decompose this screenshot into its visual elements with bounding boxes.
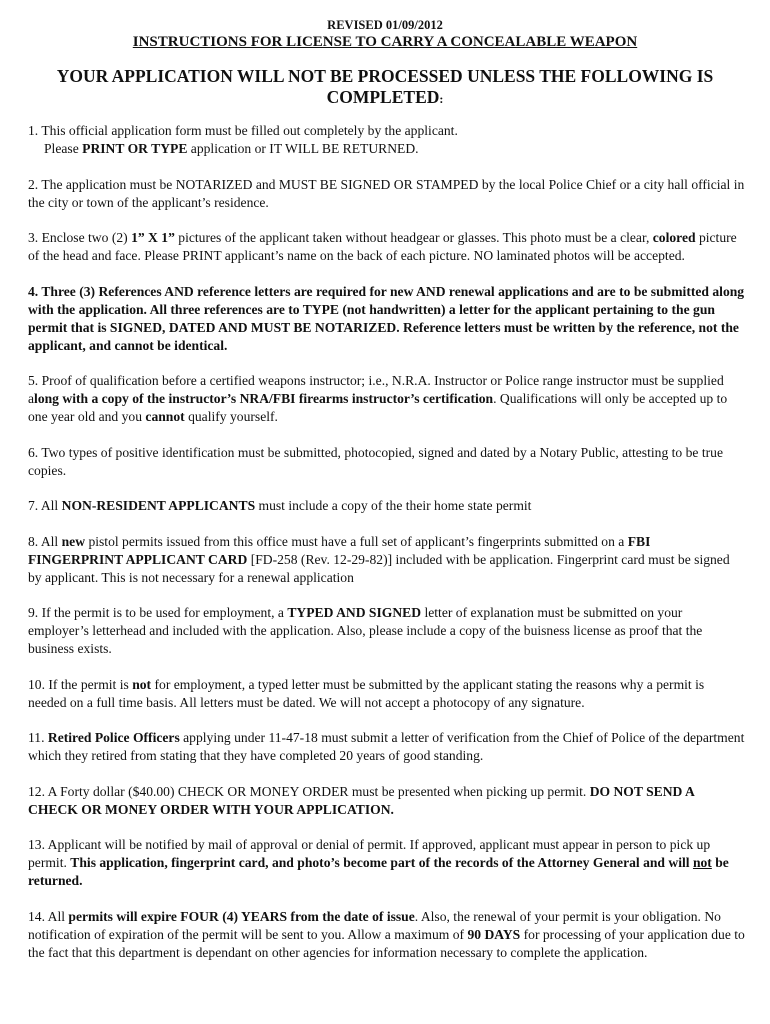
item-11-text-a: 11.	[28, 730, 48, 745]
item-5-certification: long with a copy of the instructor’s NRA/FBI firearms instructor’s certification	[34, 391, 494, 406]
item-3-text-a: 3. Enclose two (2)	[28, 230, 132, 245]
item-1-text: 1. This official application form must be filled out completely by the applicant.	[28, 123, 458, 138]
item-7-text-c: must include a copy of the their home state permit	[255, 498, 532, 513]
item-13-records-notice: This application, fingerprint card, and photo’s become part of the records of the Attorney General and will	[70, 855, 693, 870]
item-5-text-c: . Qualifications will only be accepted up to one year old and you	[28, 391, 728, 424]
item-1-text-b: Please	[44, 141, 83, 156]
warning-heading-colon: :	[439, 92, 444, 106]
item-8-new: new	[61, 533, 86, 549]
item-9-text-a: 9. If the permit is to be used for employment, a	[28, 605, 288, 620]
item-7-non-resident: NON-RESIDENT APPLICANTS	[61, 498, 256, 513]
item-9-typed-signed: TYPED AND SIGNED	[287, 605, 422, 620]
item-14-expiry: permits will expire FOUR (4) YEARS from the date of issue	[68, 908, 415, 924]
item-14-ninety-days: 90 DAYS	[467, 926, 521, 942]
warning-heading-text: YOUR APPLICATION WILL NOT BE PROCESSED UNLESS THE FOLLOWING IS COMPLETED	[56, 66, 714, 107]
item-11-text-c: applying under 11-47-18 must submit a letter of verification from the Chief of Police of the department which they retired from stating that they have completed 20 years of good standing.	[28, 730, 745, 763]
item-12-do-not-send: DO NOT SEND A CHECK OR MONEY ORDER WITH YOUR APPLICATION.	[28, 783, 695, 817]
instruction-list	[28, 122, 746, 979]
instruction-item-4	[28, 283, 746, 355]
item-3-text-c: pictures of the applicant taken without headgear or glasses. This photo must be a clear,	[174, 230, 653, 245]
instruction-item-13	[28, 836, 746, 890]
item-14-text-a: 14. All	[28, 908, 69, 924]
warning-heading	[30, 66, 740, 110]
item-14-text-c: . Also, the renewal of your permit is your obligation. No notification of expiration of the permit will be sent to you. Allow a maximum of	[28, 908, 721, 942]
item-8-text-c: pistol permits issued from this office must have a full set of applicant’s fingerprints submitted on a	[85, 533, 628, 549]
item-13-text-a: 13. Applicant will be notified by mail of approval or denial of permit. If approved, applicant must appear in person to pick up permit.	[28, 837, 711, 870]
item-11-retired-officers: Retired Police Officers	[47, 730, 180, 745]
item-2-text: 2. The application must be NOTARIZED and MUST BE SIGNED OR STAMPED by the local Police Chief or a city hall official in the city or town of the applicant’s residence.	[28, 176, 745, 210]
instruction-item-10	[28, 676, 746, 712]
item-13-not: not	[692, 855, 712, 870]
instruction-item-8	[28, 533, 746, 587]
item-8-text-e: [FD-258 (Rev. 12-29-82)] included with be application. Fingerprint card must be signed by applicant. This is not necessary for a renewal application	[28, 551, 730, 585]
instruction-item-3	[28, 229, 746, 265]
item-10-text-c: for employment, a typed letter must be submitted by the applicant stating the reasons why a permit is needed on a full time basis. All letters must be dated. We will not accept a photocopy of any signature.	[28, 676, 705, 710]
item-13-returned: be returned.	[28, 855, 729, 888]
item-10-text-a: 10. If the permit is	[28, 676, 133, 692]
revision-date: REVISED 01/09/2012	[327, 18, 443, 32]
item-3-text-e: picture of the head and face. Please PRINT applicant’s name on the back of each picture. NO laminated photos will be accepted.	[28, 230, 737, 263]
instruction-item-7	[28, 497, 746, 515]
item-10-not: not	[132, 676, 152, 692]
document-title: INSTRUCTIONS FOR LICENSE TO CARRY A CONCEALABLE WEAPON	[132, 34, 638, 50]
item-8-text-a: 8. All	[28, 533, 62, 549]
item-3-photo-size: 1” X 1”	[131, 230, 175, 245]
item-5-text-a: 5. Proof of qualification before a certified weapons instructor; i.e., N.R.A. Instructor or Police range instructor must be supplied a	[28, 373, 724, 406]
item-9-text-c: letter of explanation must be submitted on your employer’s letterhead and included with the application. Also, please include a copy of the buisness license as proof that the business exists.	[28, 605, 703, 656]
instruction-item-1	[28, 122, 746, 158]
instruction-item-11	[28, 729, 746, 765]
item-6-text: 6. Two types of positive identification must be submitted, photocopied, signed and dated by a Notary Public, attesting to be true copies.	[28, 444, 723, 478]
item-3-colored: colored	[652, 230, 696, 245]
item-7-text-a: 7. All	[28, 498, 62, 513]
item-4-text: 4. Three (3) References AND reference letters are required for new AND renewal applications and are to be submitted along with the application. All three references are to TYPE (not handwritten) a letter for the applicant pertaining to the gun permit that is SIGNED, DATED AND MUST BE NOTARIZED. Reference letters must be written by the reference, not the applicant, and cannot be identical.	[28, 283, 745, 353]
instruction-item-2	[28, 176, 746, 212]
item-5-cannot: cannot	[145, 409, 185, 424]
item-8-fingerprint-card: FBI FINGERPRINT APPLICANT CARD	[28, 533, 651, 567]
item-12-text-a: 12. A Forty dollar ($40.00) CHECK OR MONEY ORDER must be presented when picking up permit.	[28, 783, 590, 799]
instruction-item-9	[28, 604, 746, 658]
instruction-item-5	[28, 372, 746, 426]
item-5-text-e: qualify yourself.	[184, 409, 278, 424]
item-1-text-d: application or IT WILL BE RETURNED.	[187, 141, 419, 156]
instruction-item-14	[28, 908, 746, 962]
instruction-item-12	[28, 783, 746, 819]
item-14-text-e: for processing of your application due to the fact that this department is dependant on other agencies for information necessary to complete the application.	[28, 926, 745, 960]
instruction-item-6	[28, 444, 746, 480]
item-1-emphasis: PRINT OR TYPE	[82, 141, 188, 156]
item-1-line2	[28, 140, 746, 158]
